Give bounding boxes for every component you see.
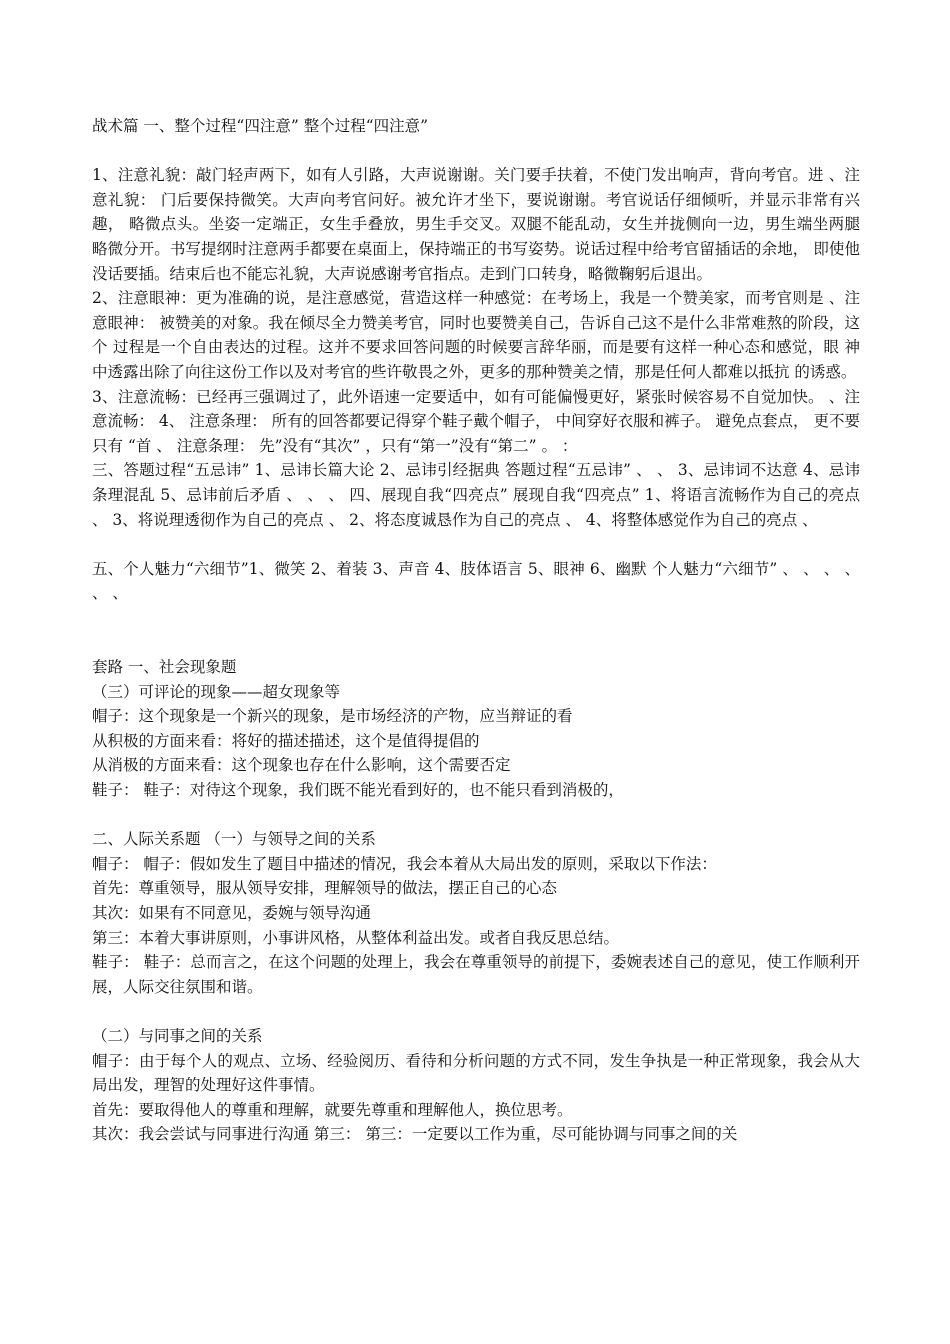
blank-line: [92, 803, 860, 828]
paragraph: 3、注意流畅：已经再三强调过了，此外语速一定要适中，如有可能偏慢更好，紧张时候容易不自觉加快。 、注意流畅： 4、 注意条理： 所有的回答都要记得穿个鞋子戴个帽子， 中间穿好衣服和裤子。 避免点套点， 更不要只有 “首 、 注意条理： 先”没有“其次” ，只有“第一”没有“第二” 。 ：: [92, 387, 860, 455]
text-line: （三）可评论的现象——超女现象等: [92, 682, 341, 701]
section-heading: 二、人际关系题 （一）与领导之间的关系: [92, 830, 376, 849]
text-line: 首先：尊重领导，服从领导安排，理解领导的做法，摆正自己的心态: [92, 879, 558, 898]
paragraph: 帽子：由于每个人的观点、立场、经验阅历、看待和分析问题的方式不同，发生争执是一种正常现象，我会从大局出发，理智的处理好这件事情。: [92, 1051, 860, 1095]
blank-line: [92, 606, 860, 631]
blank-line: [92, 999, 860, 1024]
blank-line: [92, 139, 860, 164]
document-body: [92, 114, 860, 1147]
text-line: 帽子： 帽子：假如发生了题目中描述的情况，我会本着从大局出发的原则，采取以下作法：: [92, 854, 717, 873]
blank-line: [92, 532, 860, 557]
text-line: 第三：本着大事讲原则，小事讲风格，从整体利益出发。或者自我反思总结。: [92, 928, 620, 947]
text-line: 首先：要取得他人的尊重和理解，就要先尊重和理解他人，换位思考。: [92, 1100, 573, 1119]
section-heading: （二）与同事之间的关系: [92, 1026, 263, 1045]
paragraph: 五、个人魅力“六细节”1、微笑 2、着装 3、声音 4、肢体语言 5、眼神 6、幽默 个人魅力“六细节” 、 、 、 、 、 、: [92, 559, 860, 603]
paragraph: 1、注意礼貌：敲门轻声两下，如有人引路，大声说谢谢。关门要手扶着，不使门发出响声，背向考官。进 、注意礼貌： 门后要保持微笑。大声向考官问好。被允许才坐下，要说谢谢。考官说话仔细倾听，并显示非常有兴趣， 略微点头。坐姿一定端正，女生手叠放，男生手交叉。双腿不能乱动，女生并拢侧向一边，男生端坐两腿 略微分开。书写提纲时注意两手都要在桌面上，保持端正的书写姿势。说话过程中给考官留插话的余地， 即使他没话要插。结束后也不能忘礼貌，大声说感谢考官指点。走到门口转身，略微鞠躬后退出。: [92, 166, 860, 283]
paragraph: 2、注意眼神：更为准确的说，是注意感觉，营造这样一种感觉：在考场上，我是一个赞美家，而考官则是 、注意眼神： 被赞美的对象。我在倾尽全力赞美考官，同时也要赞美自己，告诉自己这不是什么非常难熬的阶段，这个 过程是一个自由表达的过程。这并不要求回答问题的时候要言辞华丽，而是要有这样一种心态和感觉，眼 神中透露出除了向往这份工作以及对考官的些许敬畏之外，更多的那种赞美之情，那是任何人都难以抵抗 的诱惑。: [92, 289, 860, 381]
blank-line: [92, 630, 860, 655]
text-line: 其次：如果有不同意见，委婉与领导沟通: [92, 904, 372, 922]
text-line: 从消极的方面来看：这个现象也存在什么影响，这个需要否定: [92, 756, 511, 775]
section-heading: 套路 一、社会现象题: [92, 658, 237, 677]
text-line: 其次：我会尝试与同事进行沟通 第三： 第三：一定要以工作为重，尽可能协调与同事之间的关: [92, 1125, 738, 1144]
paragraph: 三、答题过程“五忌讳” 1、忌讳长篇大论 2、忌讳引经据典 答题过程“五忌讳” 、 、 3、忌讳词不达意 4、忌讳条理混乱 5、忌讳前后矛盾 、 、 、 四、展现自我“四亮点” 展现自我“四亮点” 1、将语言流畅作为自己的亮点 、 3、将说理透彻作为自己的亮点 、 2、将态度诚恳作为自己的亮点 、 4、将整体感觉作为自己的亮点 、: [92, 461, 860, 529]
heading-line: 战术篇 一、整个过程“四注意” 整个过程“四注意”: [92, 117, 429, 135]
paragraph: 鞋子： 鞋子：总而言之，在这个问题的处理上，我会在尊重领导的前提下，委婉表述自己的意见，使工作顺利开 展，人际交往氛围和谐。: [92, 953, 860, 996]
text-line: 帽子：这个现象是一个新兴的现象，是市场经济的产物，应当辩证的看: [92, 707, 573, 726]
text-line: 鞋子： 鞋子：对待这个现象，我们既不能光看到好的，也不能只看到消极的，: [92, 781, 624, 800]
text-line: 从积极的方面来看：将好的描述描述，这个是值得提倡的: [92, 731, 480, 750]
